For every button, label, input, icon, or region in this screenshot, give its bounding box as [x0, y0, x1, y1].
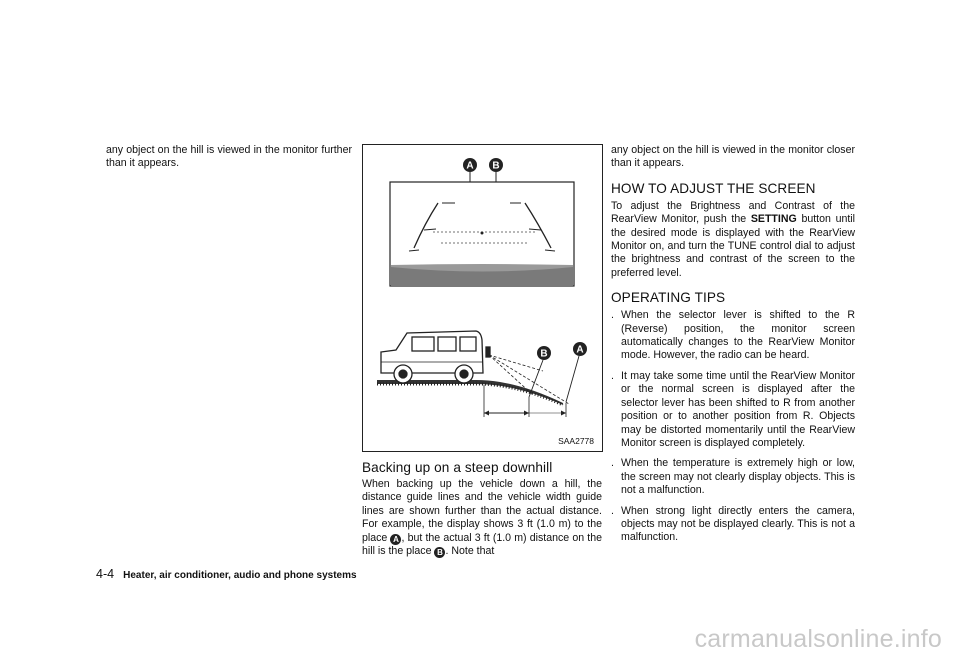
setting-button-name: SETTING [750, 213, 797, 226]
svg-text:B: B [492, 160, 500, 172]
page-footer [96, 567, 357, 581]
monitor-screen [390, 182, 574, 286]
marker-a-top [463, 158, 477, 172]
rearview-diagram [363, 145, 602, 451]
bullet: . [611, 309, 614, 322]
svg-text:B: B [540, 348, 548, 360]
watermark: carmanualsonline.info [694, 625, 942, 653]
heading-steep-downhill: Backing up on a steep downhill [362, 460, 553, 475]
list-item: . It may take some time until the RearView Monitor or the normal screen is displayed after the selector lever has been shifted to R from another position or to another position from R. Objects may be distorted momentarily until the RearView Monitor screen is displayed completely. [611, 369, 855, 449]
right-intro-text: any object on the hill is viewed in the monitor closer than it appears. [611, 144, 855, 170]
left-column-text: any object on the hill is viewed in the monitor further than it appears. [106, 144, 352, 170]
bullet: . [611, 457, 614, 470]
bullet: . [611, 369, 614, 382]
marker-b-inline: B [434, 547, 445, 558]
bullet: . [611, 504, 614, 517]
steep-text-1: When backing up the vehicle down a hill, the distance guide lines and the vehicle width guide lines are shown further than the actual distance. For example, the display shows 3 ft (1.0 m) to the place [362, 478, 602, 544]
marker-b-side [537, 346, 551, 360]
adjust-text-1: To adjust the Brightness and Contrast of the RearView Monitor, push the [611, 199, 855, 226]
left-column [106, 144, 352, 171]
adjust-text-2: button until the desired mode is displayed with the RearView Monitor on, and turn the TUNE control dial to adjust the brightness and contrast of the screen to the preferred level. [611, 213, 855, 279]
marker-a-inline: A [390, 534, 401, 545]
section-title: Heater, air conditioner, audio and phone systems [123, 570, 357, 581]
list-item: . When the selector lever is shifted to the R (Reverse) position, the monitor screen automatically changes to the RearView Monitor mode. However, the radio can be heard. [611, 309, 855, 362]
list-item: . When the temperature is extremely high or low, the screen may not clearly display objects. This is not a malfunction. [611, 457, 855, 497]
vehicle-illustration [381, 331, 490, 383]
right-column [611, 144, 855, 552]
page-number: 4-4 [96, 567, 115, 581]
list-item: . When strong light directly enters the camera, objects may not be displayed clearly. This is not a malfunction. [611, 504, 855, 544]
marker-b-top [489, 158, 503, 172]
tips-list [611, 309, 855, 545]
middle-column [362, 460, 602, 558]
hill-ground [377, 380, 563, 405]
rearview-figure [362, 144, 603, 452]
steep-downhill-paragraph [362, 478, 602, 558]
steep-text-2: , but the actual 3 ft (1.0 m) distance on the hill is the place [362, 531, 602, 558]
heading-adjust-screen: HOW TO ADJUST THE SCREEN [611, 180, 816, 196]
marker-a-side [573, 342, 587, 356]
figure-label: SAA2778 [558, 436, 594, 446]
heading-operating-tips: OPERATING TIPS [611, 290, 726, 306]
adjust-paragraph [611, 200, 855, 280]
svg-text:A: A [466, 160, 474, 172]
svg-text:A: A [576, 344, 584, 356]
steep-text-3: . Note that [445, 545, 495, 558]
